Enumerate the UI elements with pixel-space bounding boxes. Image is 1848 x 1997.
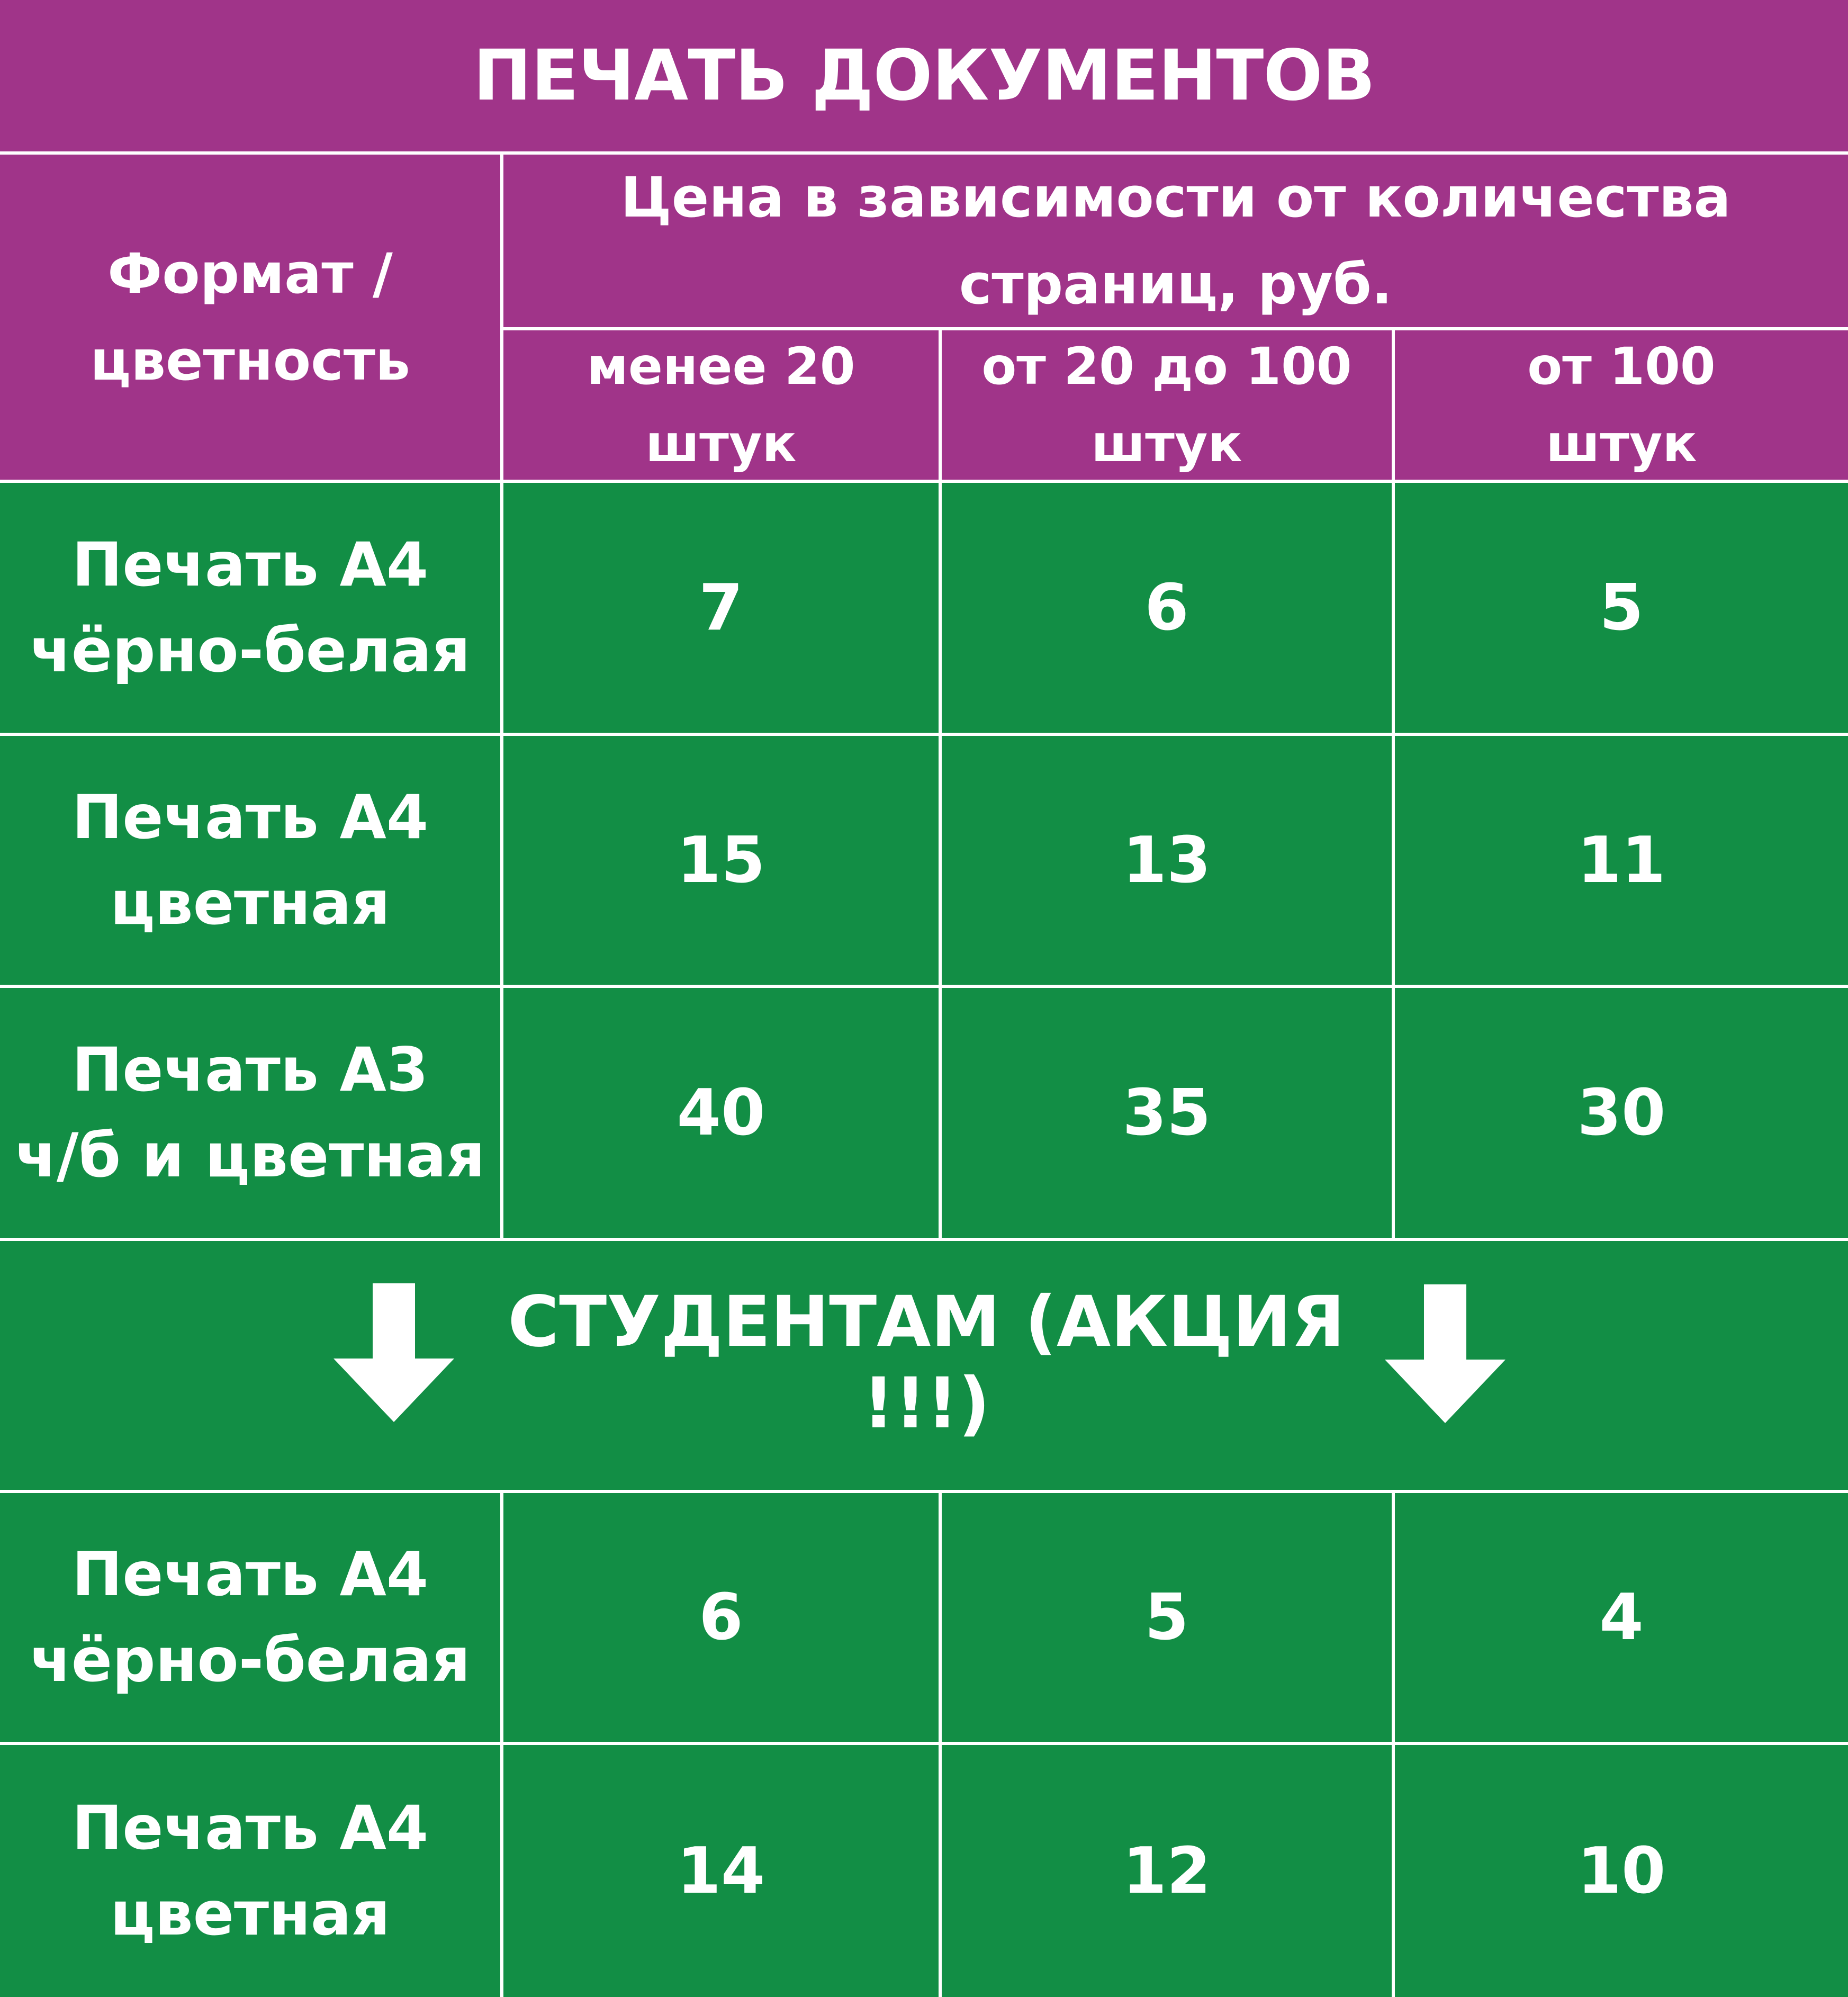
format-color-header: Формат / цветность: [0, 155, 500, 480]
price-cell: 7: [503, 483, 939, 733]
students-promo-banner: [0, 1241, 1848, 1490]
row-label: Печать А4 чёрно-белая: [0, 1493, 500, 1742]
column-header-20-to-100: от 20 до 100 штук: [942, 330, 1392, 480]
arrow-down-icon: [1385, 1284, 1506, 1423]
row-label: Печать А4 цветная: [0, 736, 500, 985]
price-cell: 11: [1395, 736, 1848, 985]
price-cell: 13: [942, 736, 1392, 985]
price-cell: 14: [503, 1745, 939, 1997]
students-promo-text: СТУДЕНТАМ (АКЦИЯ !!!): [508, 1281, 1345, 1444]
price-cell: 12: [942, 1745, 1392, 1997]
price-cell: 6: [503, 1493, 939, 1742]
column-header-under-20: менее 20 штук: [503, 330, 939, 480]
price-cell: 4: [1395, 1493, 1848, 1742]
row-label: Печать А4 чёрно-белая: [0, 483, 500, 733]
price-cell: 10: [1395, 1745, 1848, 1997]
column-header-over-100: от 100 штук: [1395, 330, 1848, 480]
price-cell: 30: [1395, 988, 1848, 1238]
price-cell: 5: [1395, 483, 1848, 733]
price-cell: 35: [942, 988, 1392, 1238]
row-label: Печать А4 цветная: [0, 1745, 500, 1997]
row-label: Печать А3 ч/б и цветная: [0, 988, 500, 1238]
page-title: ПЕЧАТЬ ДОКУМЕНТОВ: [0, 0, 1848, 151]
price-cell: 5: [942, 1493, 1392, 1742]
price-cell: 6: [942, 483, 1392, 733]
price-cell: 40: [503, 988, 939, 1238]
price-header: Цена в зависимости от количества страниц, руб.: [503, 155, 1848, 327]
price-cell: 15: [503, 736, 939, 985]
arrow-down-icon: [333, 1283, 454, 1422]
